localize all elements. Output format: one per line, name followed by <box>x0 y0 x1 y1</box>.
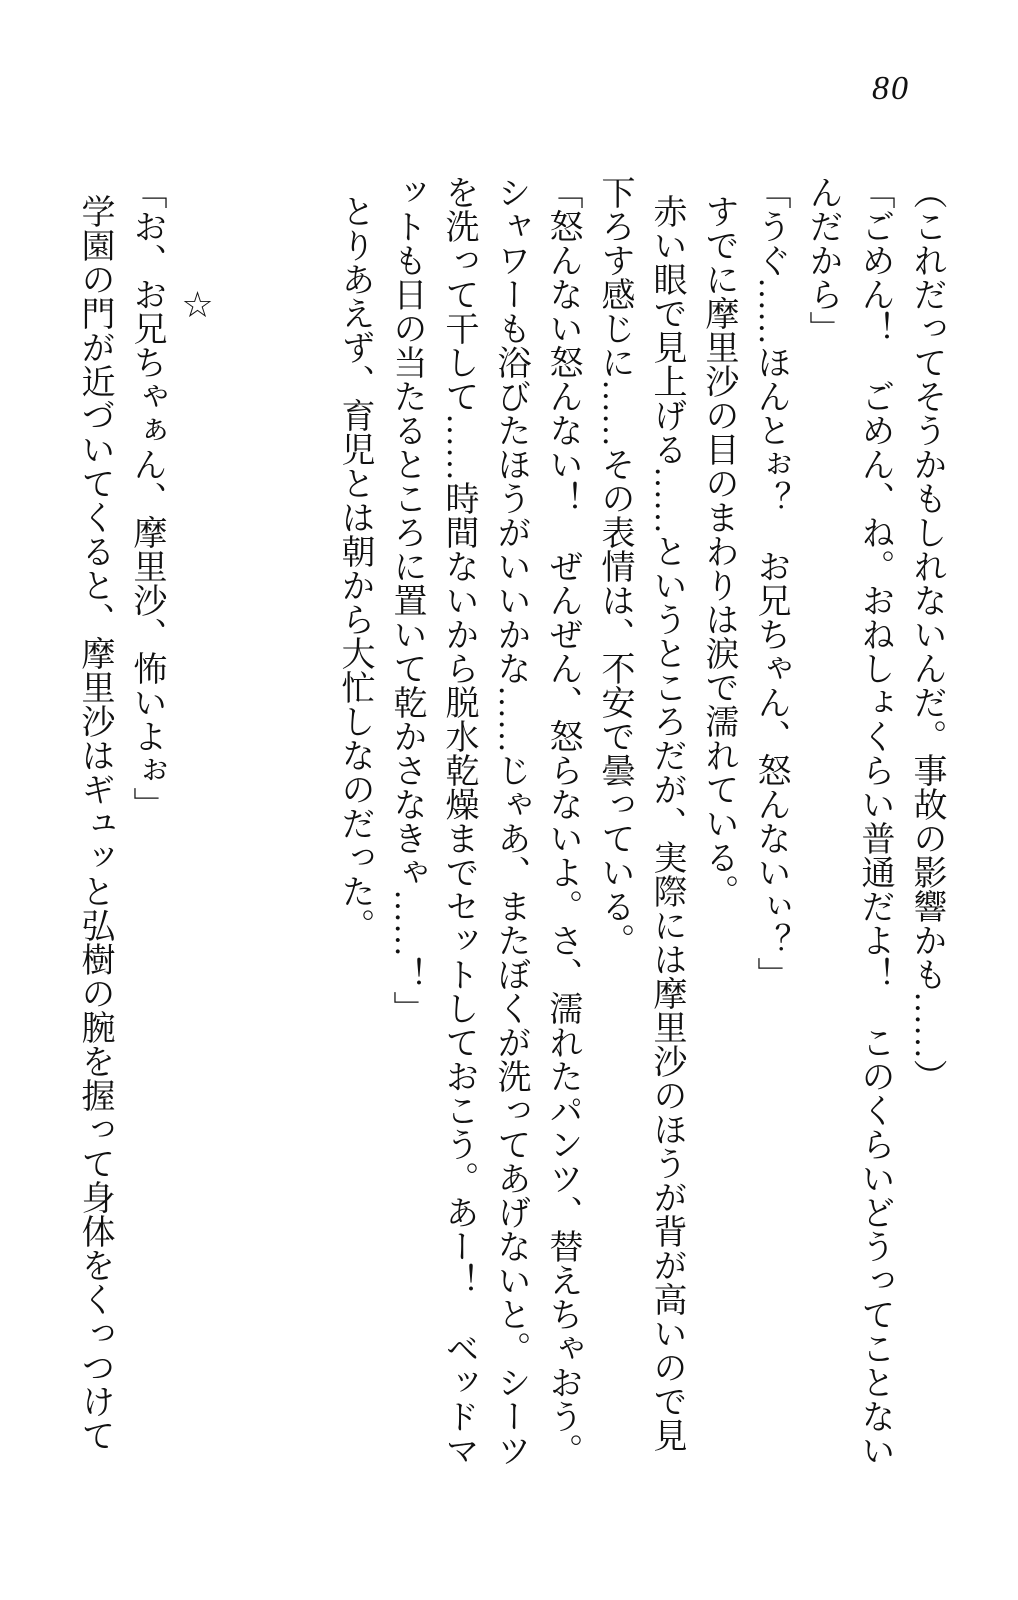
text-line: 下ろす感じに……その表情は、不安で曇っている。 <box>596 175 633 957</box>
text-line: ットも日の当たるところに置いて乾かさなきゃ……！」 <box>388 175 425 1025</box>
text-line: すでに摩里沙の目のまわりは涙で濡れている。 <box>700 193 737 908</box>
text-line: 赤い眼で見上げる……というところだが、実際には摩里沙のほうが背が高いので見 <box>648 193 685 1452</box>
page-number: 80 <box>872 70 910 107</box>
text-line: んだから」 <box>804 175 841 345</box>
text-line: 「うぐ……ほんとぉ？ お兄ちゃん、怒んないぃ？」 <box>752 175 789 991</box>
text-line: 学園の門が近づいてくると、摩里沙はギュッと弘樹の腕を握って身体をくっつけて <box>76 193 113 1452</box>
text-line: 「怒んない怒んない！ ぜんぜん、怒らないよ。さ、濡れたパンツ、替えちゃおう。 <box>544 175 581 1467</box>
blank-line <box>224 175 276 1515</box>
text-line: 「お、お兄ちゃぁん、摩里沙、怖いよぉ」 <box>128 175 165 821</box>
text-line: 「ごめん！ ごめん、ね。おねしょくらい普通だよ！ このくらいどうってことない <box>856 175 893 1467</box>
blank-line <box>276 175 328 1515</box>
text-line: を洗って干して……時間ないから脱水乾燥までセットしておこう。あー！ ベッドマ <box>440 175 477 1467</box>
section-break-star: ☆ <box>178 285 218 326</box>
text-line: シャワーも浴びたほうがいいかな……じゃあ、またぼくが洗ってあげないと。シーツ <box>492 175 529 1467</box>
text-line: （これだってそうかもしれないんだ。事故の影響かも……） <box>908 175 945 1093</box>
vertical-text-block <box>68 175 952 1515</box>
text-line: とりあえず、育児とは朝から大忙しなのだった。 <box>336 193 373 942</box>
